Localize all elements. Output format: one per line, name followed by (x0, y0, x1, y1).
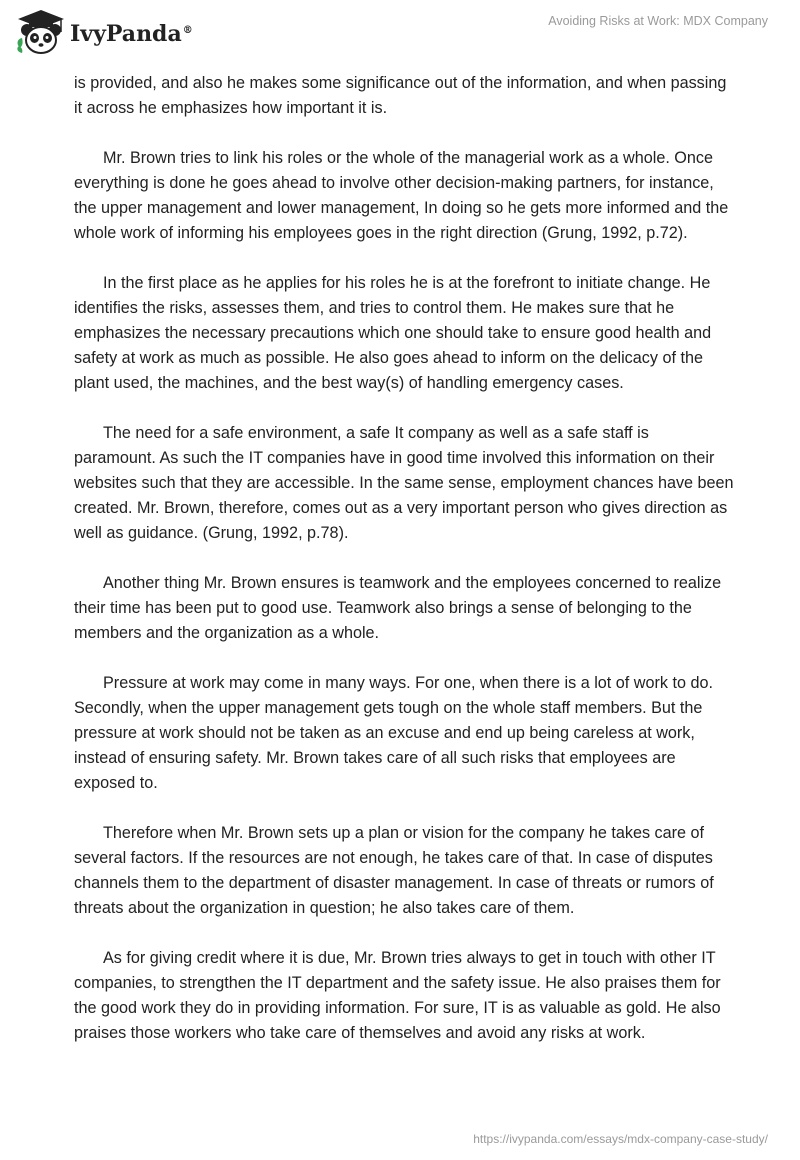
paragraph: Therefore when Mr. Brown sets up a plan or vision for the company he takes care of several factors. If the resources are not enough, he takes care of that. In case of disputes channels them to the department of disaster management. In case of threats or rumors of threats about the organization in question; he also takes care of them. (74, 824, 714, 917)
paragraph: As for giving credit where it is due, Mr. Brown tries always to get in touch with other IT companies, to strengthen the IT department and the safety issue. He also praises them for the good work they do in providing information. For sure, IT is as valuable as gold. He also praises those workers who take care of themselves and avoid any risks at work. (74, 949, 721, 1042)
paragraph: Mr. Brown tries to link his roles or the whole of the managerial work as a whole. Once everything is done he goes ahead to involve other decision-making partners, for instance, the upper management and lower management, In doing so he gets more informed and the whole work of informing his employees goes in the right direction (Grung, 1992, p.72). (74, 149, 729, 242)
paragraph: Another thing Mr. Brown ensures is teamwork and the employees concerned to realize their time has been put to good use. Teamwork also brings a sense of belonging to the members and the organization as a whole. (74, 574, 722, 642)
paragraph: In the first place as he applies for his roles he is at the forefront to initiate change. He identifies the risks, assesses them, and tries to control them. He makes sure that he emphasizes the necessary precautions which one should take to ensure good health and safety at work as much as possible. He also goes ahead to inform on the delicacy of the plant used, the machines, and the best way(s) of handling emergency cases. (74, 274, 712, 392)
registered-mark: ® (182, 24, 193, 36)
ivypanda-logo[interactable] (14, 8, 193, 56)
paragraph: is provided, and also he makes some significance out of the information, and when passing it across he emphasizes how important it is. (74, 74, 727, 117)
paragraph: Pressure at work may come in many ways. For one, when there is a lot of work to do. Secondly, when the upper management gets tough on the whole staff members. But the pressure at work should not be taken as an excuse and end up being careless at work, instead of ensuring safety. Mr. Brown takes care of all such risks that employees are exposed to. (74, 674, 713, 792)
essay-body (74, 71, 734, 1071)
paragraph: The need for a safe environment, a safe It company as well as a safe staff is paramount. As such the IT companies have in good time involved this information on their websites such that they are accessible. In the same sense, employment chances have been created. Mr. Brown, therefore, comes out as a very important person who gives direction as well as guidance. (Grung, 1992, p.78). (74, 424, 734, 542)
brand-label: IvyPanda (70, 21, 182, 47)
source-url[interactable]: https://ivypanda.com/essays/mdx-company-case-study/ (473, 1132, 768, 1146)
page-header (0, 0, 800, 64)
brand-name (70, 21, 193, 47)
panda-graduate-icon (14, 8, 68, 56)
document-title: Avoiding Risks at Work: MDX Company (548, 14, 768, 28)
